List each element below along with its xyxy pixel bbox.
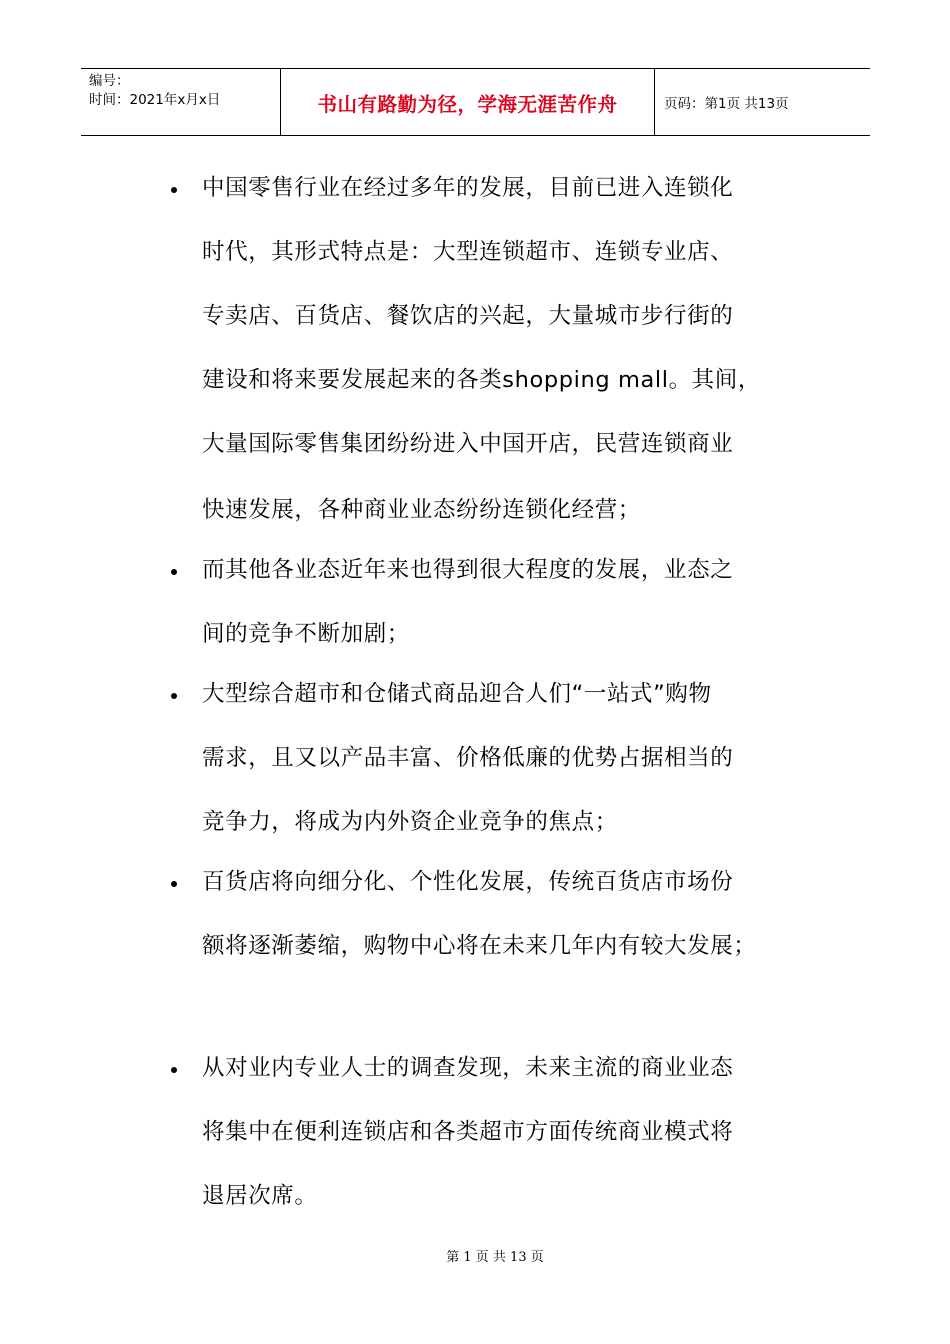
page-footer: 第 1 页 共 13 页 [446, 1250, 544, 1265]
document-time: 时间：2021年x月x日 [89, 92, 221, 108]
paragraph-line: 退居次席。 [202, 1183, 318, 1209]
paragraph-line: 而其他各业态近年来也得到很大程度的发展，业态之 [202, 557, 734, 583]
page-header [81, 68, 870, 136]
header-motto: 书山有路勤为径，学海无涯苦作舟 [281, 69, 655, 135]
paragraph-line: 从对业内专业人士的调查发现，未来主流的商业业态 [202, 1055, 734, 1081]
paragraph-line: 将集中在便利连锁店和各类超市方面传统商业模式将 [202, 1119, 734, 1145]
paragraph-line: 需求，且又以产品丰富、价格低廉的优势占据相当的 [202, 745, 734, 771]
paragraph-line: 建设和将来要发展起来的各类shopping mall。其间， [202, 367, 761, 393]
bullet-marker [171, 569, 177, 575]
header-page-code: 页码：第1页 共13页 [664, 96, 789, 112]
paragraph-line: 中国零售行业在经过多年的发展，目前已进入连锁化 [202, 175, 734, 201]
paragraph-line: 大型综合超市和仓储式商品迎合人们“一站式”购物 [202, 681, 712, 707]
paragraph-line: 大量国际零售集团纷纷进入中国开店，民营连锁商业 [202, 431, 734, 457]
paragraph-line: 间的竞争不断加剧； [202, 621, 410, 647]
bullet-marker [171, 693, 177, 699]
paragraph-line: 专卖店、百货店、餐饮店的兴起，大量城市步行街的 [202, 303, 734, 329]
paragraph-line: 快速发展，各种商业业态纷纷连锁化经营； [202, 497, 641, 523]
paragraph-line: 时代，其形式特点是：大型连锁超市、连锁专业店、 [202, 239, 734, 265]
document-number: 编号： [89, 73, 130, 89]
header-meta [81, 69, 281, 135]
bullet-marker [171, 187, 177, 193]
bullet-marker [171, 881, 177, 887]
paragraph-line: 额将逐渐萎缩，购物中心将在未来几年内有较大发展； [202, 933, 757, 959]
bullet-marker [171, 1067, 177, 1073]
paragraph-line: 竞争力，将成为内外资企业竞争的焦点； [202, 809, 618, 835]
paragraph-line: 百货店将向细分化、个性化发展，传统百货店市场份 [202, 869, 734, 895]
